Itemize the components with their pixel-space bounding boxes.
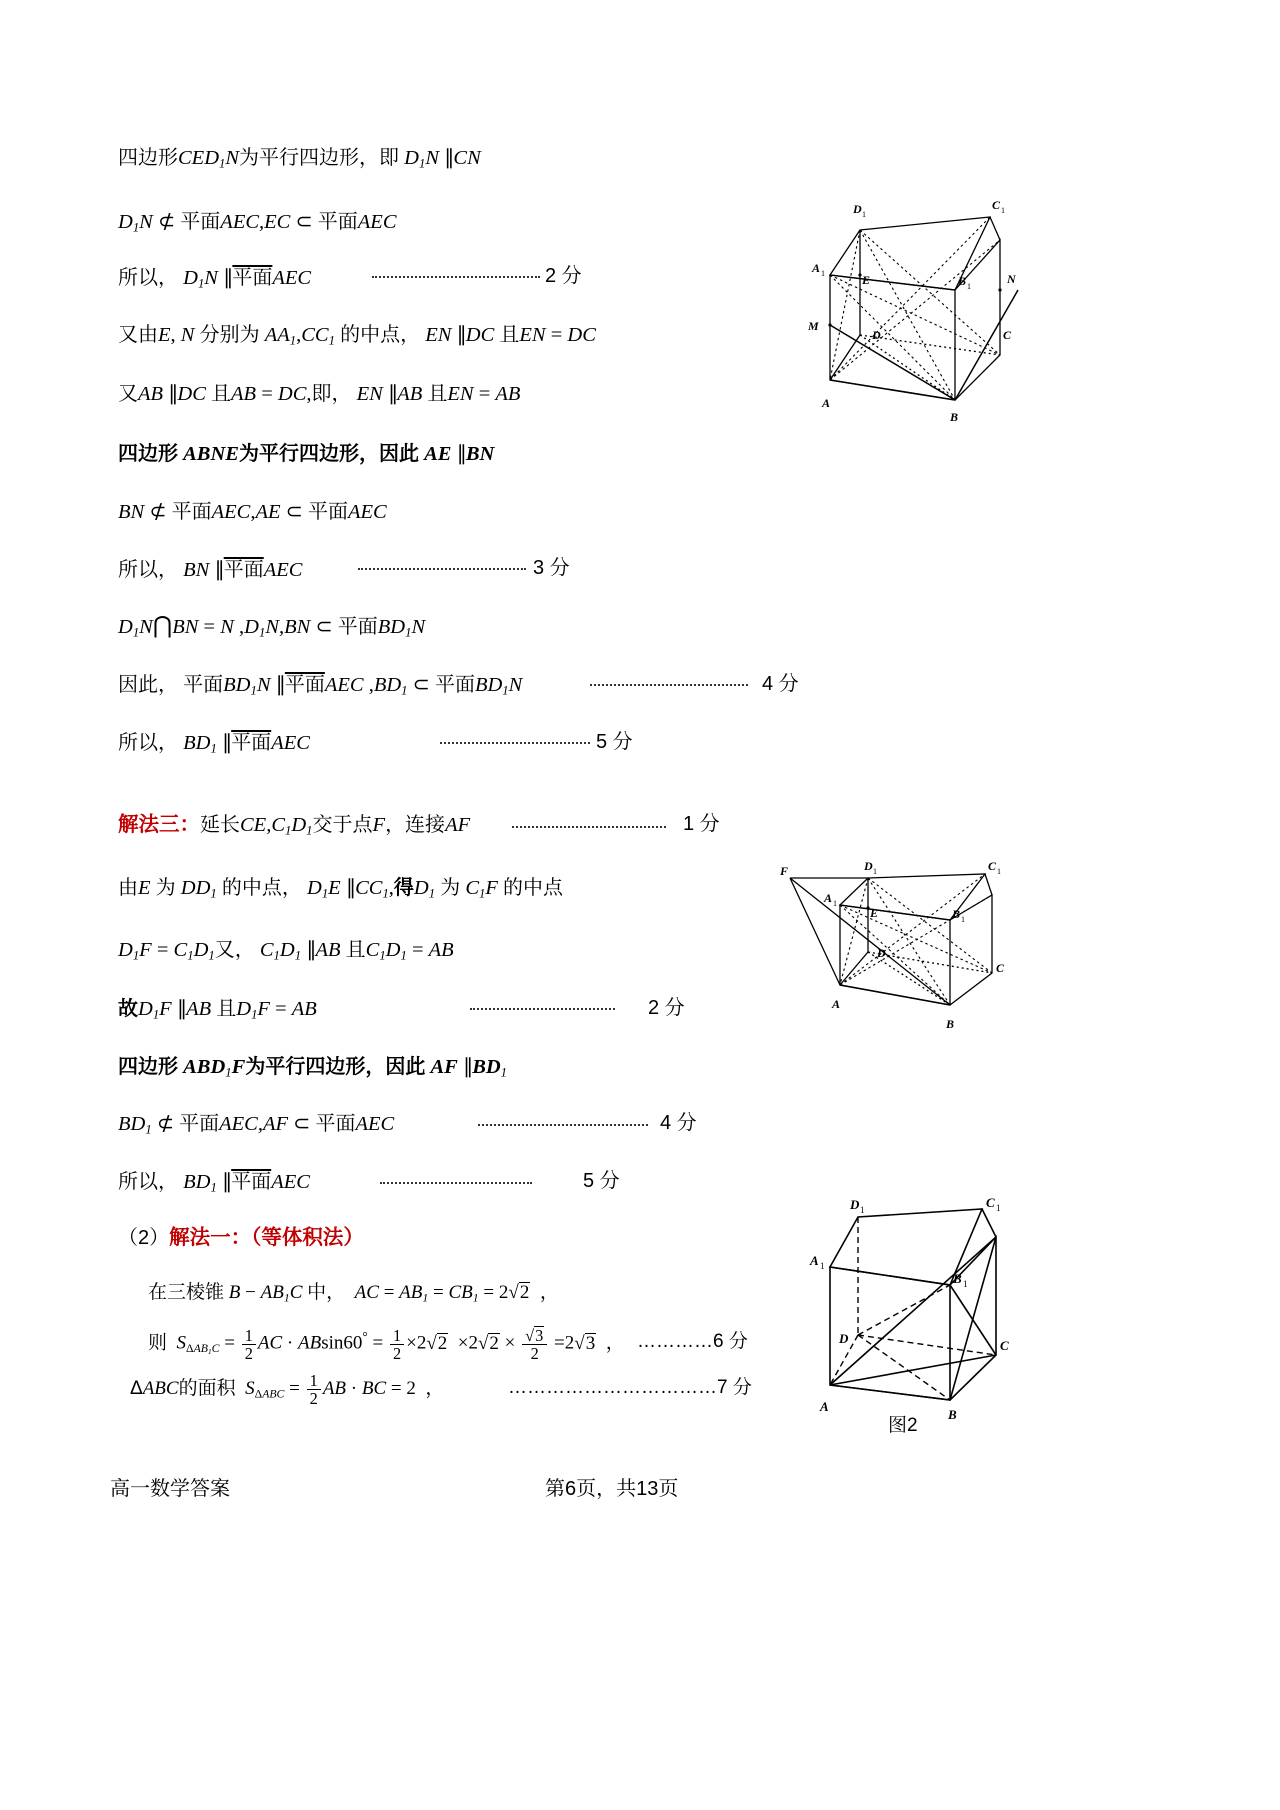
part2-line-1: 在三棱锥 $B - AB_1C$ 中， AC = $AB_1 = CB_1 = 2√2$ ， [148, 1282, 559, 1305]
svg-text:D: D [850, 1197, 860, 1212]
score-5fen-b: 5 分 [583, 1170, 620, 1192]
score-3fen: 3 分 [533, 557, 570, 579]
proof-line-5: 又AB ∥DC 且AB = DC,即， EN ∥AB 且EN = AB [118, 383, 521, 405]
svg-text:C: C [1003, 328, 1012, 342]
dots-leader-6 [470, 1000, 615, 1021]
svg-text:1: 1 [873, 867, 877, 876]
svg-text:C: C [986, 1195, 995, 1210]
svg-text:1: 1 [963, 1279, 968, 1289]
dots-leader-8 [380, 1174, 532, 1195]
score-4fen-b: 4 分 [660, 1112, 697, 1134]
svg-text:1: 1 [821, 269, 825, 278]
svg-text:A: A [822, 396, 831, 410]
dots-leader-7 [478, 1116, 648, 1137]
dots-leader-4 [440, 734, 590, 755]
svg-text:1: 1 [820, 1261, 825, 1271]
svg-text:D: D [877, 946, 886, 960]
svg-text:B: B [953, 1271, 962, 1286]
svg-text:N: N [1007, 272, 1016, 286]
proof-line-4: 又由E, N 分别为 $AA_1,CC_1$ 的中点， EN ∥DC 且EN = DC [118, 324, 596, 348]
svg-text:D: D [839, 1331, 849, 1346]
part2-line-3: ΔABC的面积 $S_{\Delta ABC}$ = $\frac{1}{2}$ AB · BC = 2 ， [130, 1371, 445, 1409]
svg-text:1: 1 [996, 1203, 1001, 1213]
proof-line-6: 四边形 ABNE为平行四边形，因此 AE ∥BN [118, 443, 495, 465]
method-three-heading: 解法三：延长$CE,C_1D_1$交于点F，连接AF [118, 813, 471, 838]
svg-text:B: B [950, 410, 959, 424]
proof-line-17: $BD_1$ ⊄ 平面AEC,AF ⊂ 平面AEC [118, 1113, 395, 1137]
part2-heading [118, 1228, 364, 1249]
proof-line-1: 四边形$CED_1N$为平行四边形，即 $D_1N$ ∥CN [118, 147, 481, 171]
figure-3-caption: 图2 [888, 1415, 918, 1436]
svg-text:1: 1 [862, 210, 866, 219]
dots-leader-3 [590, 676, 748, 697]
svg-text:D: D [853, 202, 862, 216]
proof-line-9: $D_1N⋂BN = N$ $,D_1N,BN$ ⊂ 平面$BD_1N$ [118, 613, 426, 640]
part2-number: （2） [118, 1227, 170, 1249]
svg-text:C: C [992, 198, 1001, 212]
footer-left: 高一数学答案 [110, 1478, 230, 1500]
proof-line-3: 所以， $D_1N$ ∥平面AEC [118, 267, 312, 291]
svg-text:B: B [952, 907, 961, 921]
svg-text:B: B [946, 1017, 955, 1031]
svg-text:B: B [948, 1407, 957, 1420]
svg-text:1: 1 [860, 1205, 865, 1215]
svg-text:1: 1 [967, 282, 971, 291]
proof-line-18: 所以， $BD_1$ ∥平面AEC [118, 1171, 310, 1195]
svg-text:A: A [812, 261, 821, 275]
figure-cube-1 [800, 195, 1050, 430]
svg-text:A: A [810, 1253, 819, 1268]
part2-line-2: 则 $S_{\Delta AB_1C}$ = $\frac{1}{2}$ AC · ABsin60° = $\frac{1}{2}$ ×2√2 ×2√2 × $\frac{√3}{2}$ =2√3 ， [148, 1325, 625, 1364]
proof-line-16: 四边形 $ABD_1F$为平行四边形，因此 AF $\parallel BD_1$ [118, 1056, 508, 1080]
part2-method-label: 解法一：（等体积法） [169, 1226, 364, 1249]
proof-line-11: 所以， $BD_1$ ∥平面AEC [118, 732, 310, 756]
svg-text:B: B [958, 274, 967, 288]
footer-page-number: 第6页，共13页 [545, 1478, 679, 1500]
method-three-label: 解法三： [118, 813, 200, 836]
proof-line-13: 由E 为 $DD_1$ 的中点， $D_1E$ $\parallel CC_1$,得$D_1$ 为 $C_1F$ 的中点 [118, 877, 564, 901]
svg-text:1: 1 [961, 915, 965, 924]
svg-text:A: A [832, 997, 841, 1011]
score-5fen: 5 分 [596, 731, 633, 753]
svg-text:M: M [808, 319, 819, 333]
proof-line-10: 因此， 平面$BD_1N$ ∥平面AEC $,BD_1$ ⊂ 平面$BD_1N$ [118, 674, 523, 698]
proof-line-2: $D_1N$ ⊄ 平面AEC,EC ⊂ 平面AEC [118, 211, 397, 235]
svg-text:1: 1 [1001, 206, 1005, 215]
svg-text:D: D [872, 328, 881, 342]
svg-text:C: C [1000, 1338, 1009, 1353]
svg-text:D: D [864, 860, 873, 873]
svg-text:C: C [996, 961, 1005, 975]
svg-text:1: 1 [833, 899, 837, 908]
svg-text:1: 1 [997, 867, 1001, 876]
proof-line-8: 所以， BN ∥平面AEC [118, 559, 303, 581]
svg-text:A: A [824, 891, 833, 905]
score-2fen: 2 分 [545, 265, 582, 287]
svg-text:C: C [988, 860, 997, 873]
proof-line-15: 故$D_1F$ ∥AB 且$D_1F$ = AB [118, 998, 317, 1022]
score-4fen: 4 分 [762, 673, 799, 695]
score-1fen: 1 分 [683, 813, 720, 835]
svg-text:A: A [820, 1399, 829, 1414]
figure-cube-3 [800, 1195, 1030, 1436]
dots-leader-5 [512, 818, 666, 839]
proof-line-7: BN ⊄ 平面AEC,AE ⊂ 平面AEC [118, 501, 387, 523]
part2-line-3-score: ……………………………7 分 [508, 1377, 752, 1398]
score-2fen-b: 2 分 [648, 997, 685, 1019]
svg-text:E: E [862, 273, 871, 287]
svg-text:E: E [870, 906, 879, 920]
part2-line-2-score: …………6 分 [637, 1331, 748, 1352]
proof-line-14: $D_1F = C_1D_1$又， $C_1D_1$ ∥AB 且$C_1D_1$ = AB [118, 939, 454, 963]
figure-cube-2 [780, 860, 1040, 1055]
dots-leader-2 [358, 560, 526, 581]
svg-text:F: F [780, 864, 789, 878]
dots-leader-1 [372, 268, 540, 289]
